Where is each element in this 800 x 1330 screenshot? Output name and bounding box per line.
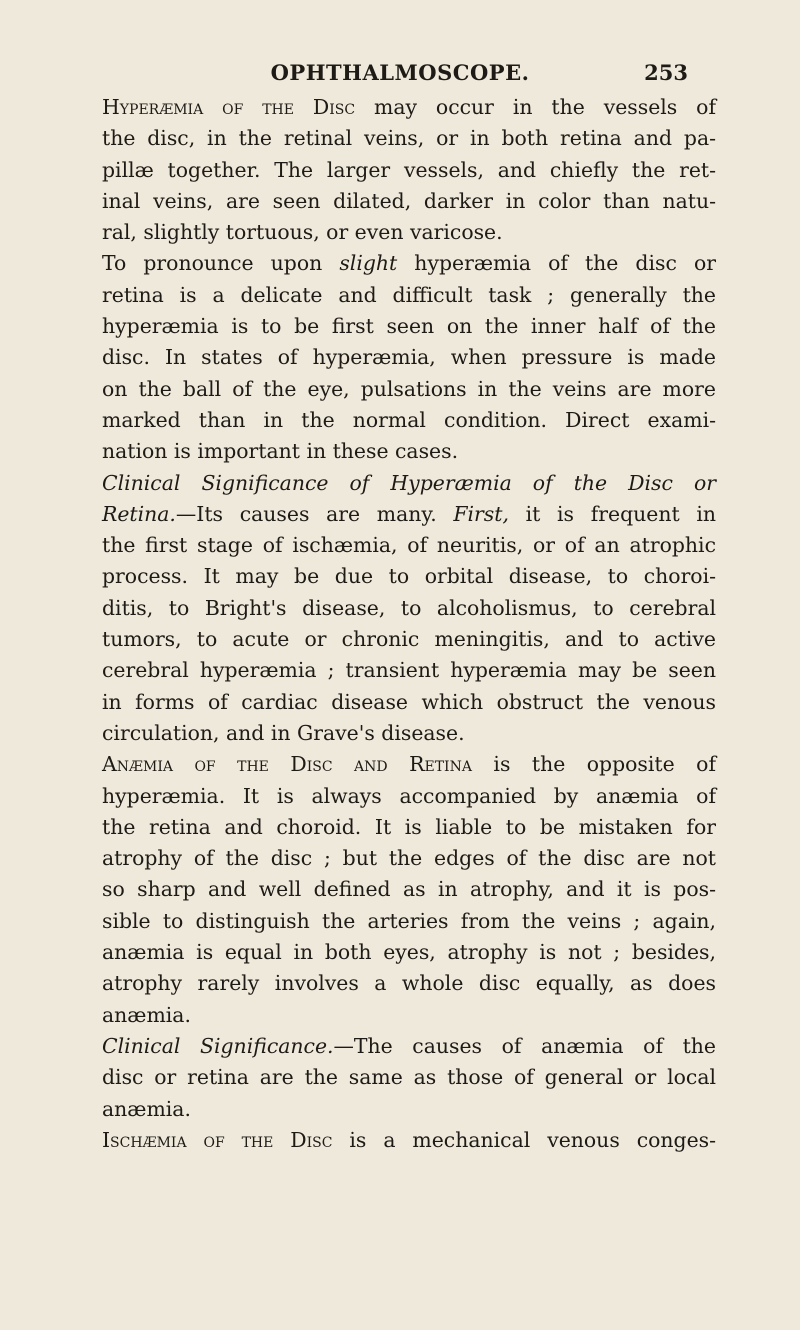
text-run: —Its causes are many. [175, 501, 454, 526]
section-heading: Ischæmia of the Disc [102, 1127, 333, 1152]
text-line [102, 155, 716, 186]
text-run: anæmia is equal in both eyes, atrophy is not ; besides, [102, 940, 716, 965]
italic-text: slight [339, 251, 398, 276]
text-run: ditis, to Bright's disease, to alcoholismus, to cerebral [102, 595, 716, 620]
text-run: is a mechanical venous conges- [332, 1127, 717, 1152]
text-line [102, 248, 716, 279]
text-run: in forms of cardiac disease which obstruct the venous [102, 689, 716, 714]
text-line [102, 687, 716, 718]
text-run: hyperæmia. It is always accompanied by anæmia of [102, 783, 716, 808]
text-line [102, 561, 716, 592]
text-line [102, 405, 716, 436]
text-run: pillæ together. The larger vessels, and chiefly the ret- [102, 157, 716, 182]
text-line [102, 436, 716, 467]
text-run: sible to distinguish the arteries from the veins ; again, [102, 908, 716, 933]
text-run: disc or retina are the same as those of general or local [102, 1065, 716, 1090]
text-run: hyperæmia is to be first seen on the inner half of the [102, 314, 716, 339]
text-run: —The causes of anæmia of the [333, 1033, 717, 1058]
text-line [102, 1094, 716, 1125]
text-line [102, 812, 716, 843]
text-run: marked than in the normal condition. Direct exami- [102, 407, 716, 432]
text-run: ral, slightly tortuous, or even varicose. [102, 220, 503, 245]
text-run: it is frequent in [508, 501, 716, 526]
text-line [102, 217, 716, 248]
text-line [102, 92, 716, 123]
italic-text: Clinical Significance. [102, 1033, 334, 1058]
italic-text: First, [453, 501, 509, 526]
text-line [102, 843, 716, 874]
text-run: anæmia. [102, 1002, 191, 1027]
text-run: may occur in the vessels of [355, 95, 716, 119]
text-line [102, 186, 716, 217]
text-run: process. It may be due to orbital disease, to choroi- [102, 564, 716, 589]
section-heading: Anæmia of the Disc and Retina [102, 752, 472, 777]
text-run: retina is a delicate and difficult task ; generally the [102, 282, 716, 307]
text-line [102, 342, 716, 373]
text-run: the first stage of ischæmia, of neuritis, or of an atrophic [102, 533, 716, 558]
text-line [102, 311, 716, 342]
section-heading: Hyperæmia of the Disc [102, 95, 356, 119]
text-run: atrophy of the disc ; but the edges of the disc are not [102, 846, 716, 871]
text-run: cerebral hyperæmia ; transient hyperæmia may be seen [102, 658, 716, 683]
text-line [102, 906, 716, 937]
text-line [102, 749, 716, 780]
text-line [102, 968, 716, 999]
text-line [102, 374, 716, 405]
running-head [0, 60, 800, 92]
text-run: atrophy rarely involves a whole disc equally, as does [102, 971, 716, 996]
text-line [102, 1125, 716, 1156]
text-line [102, 655, 716, 686]
text-run: so sharp and well defined as in atrophy, and it is pos- [102, 877, 716, 902]
text-run: is the opposite of [471, 752, 716, 777]
text-run: hyperæmia of the disc or [397, 251, 716, 276]
text-run: tumors, to acute or chronic meningitis, and to active [102, 627, 716, 652]
text-line [102, 1031, 716, 1062]
text-line [102, 530, 716, 561]
text-line [102, 718, 716, 749]
text-line [102, 874, 716, 905]
text-run: inal veins, are seen dilated, darker in color than natu- [102, 188, 716, 213]
text-line [102, 781, 716, 812]
page-number: 253 [644, 60, 688, 85]
text-run: on the ball of the eye, pulsations in the veins are more [102, 376, 716, 401]
text-run: the disc, in the retinal veins, or in both retina and pa- [102, 126, 716, 151]
running-head-title: OPHTHALMOSCOPE. [270, 60, 530, 85]
text-line [102, 468, 716, 499]
text-run: nation is important in these cases. [102, 439, 459, 464]
text-run: the retina and choroid. It is liable to be mistaken for [102, 814, 716, 839]
text-line [102, 123, 716, 154]
text-run: anæmia. [102, 1096, 191, 1121]
text-run: To pronounce upon [102, 251, 340, 276]
text-line [102, 624, 716, 655]
text-line [102, 499, 716, 530]
italic-text: Clinical Significance of Hyperæmia of the Disc or [102, 470, 716, 495]
text-line [102, 1000, 716, 1031]
text-line [102, 280, 716, 311]
text-line [102, 937, 716, 968]
text-line [102, 1062, 716, 1093]
body-text [102, 92, 716, 1156]
text-line [102, 593, 716, 624]
text-run: disc. In states of hyperæmia, when pressure is made [102, 345, 716, 370]
italic-text: Retina. [102, 501, 176, 526]
text-run: circulation, and in Grave's disease. [102, 720, 465, 745]
